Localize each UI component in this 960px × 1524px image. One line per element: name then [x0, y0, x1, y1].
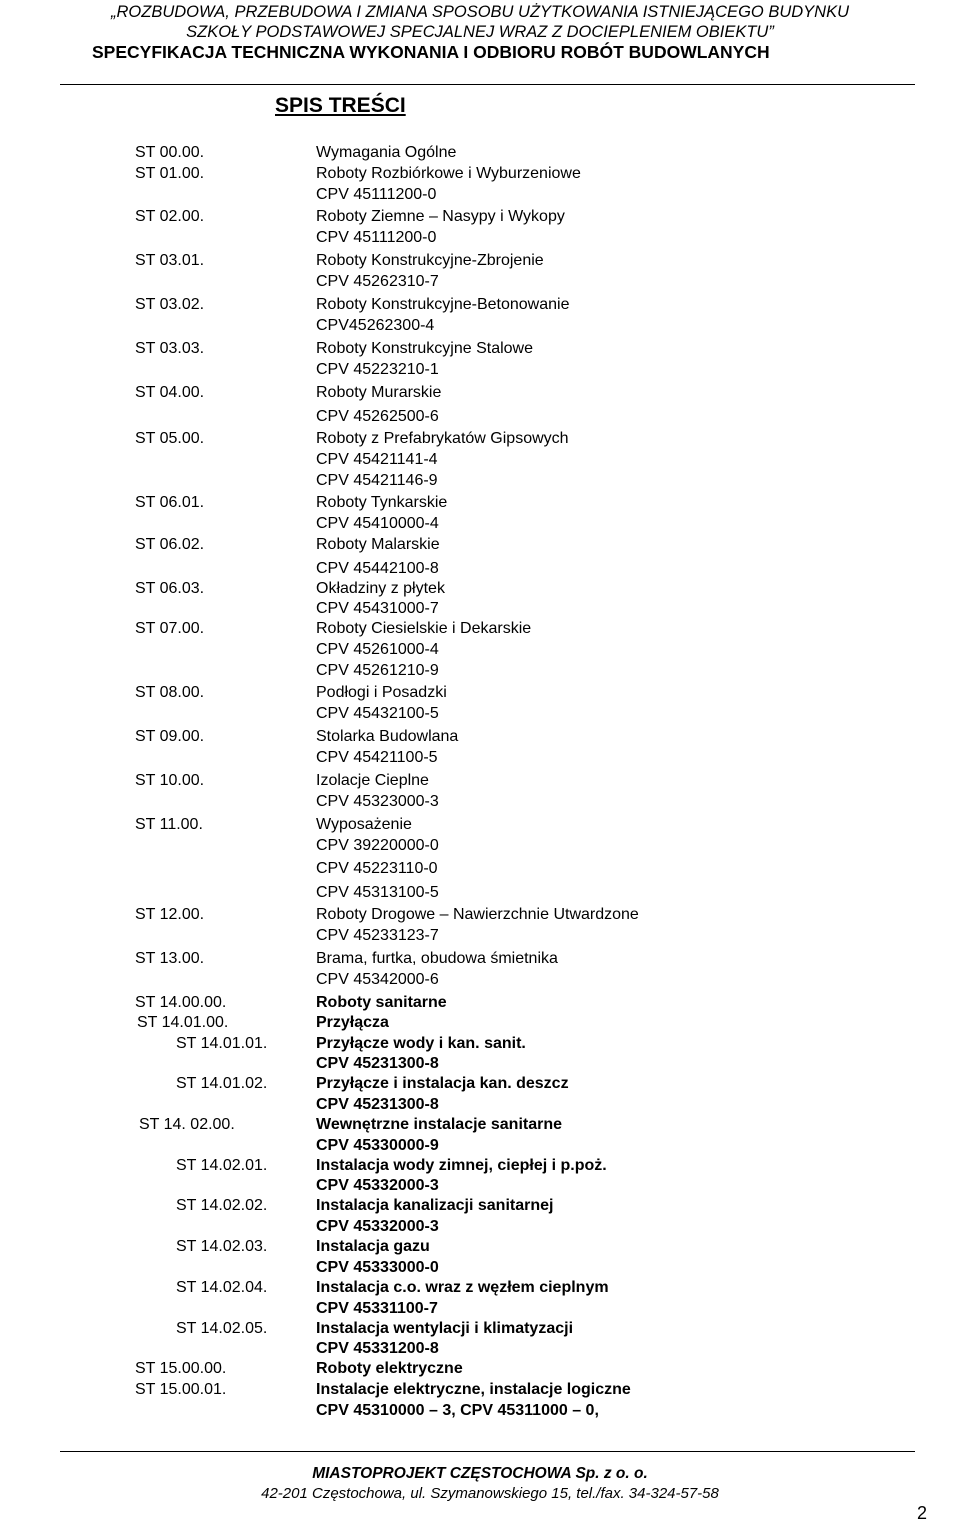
toc-code: ST 14.01.01.	[176, 1035, 268, 1052]
header-spec-title: SPECYFIKACJA TECHNICZNA WYKONANIA I ODBIORU ROBÓT BUDOWLANYCH	[92, 42, 770, 62]
toc-code: ST 14.01.00.	[137, 1014, 229, 1031]
header-divider	[60, 84, 915, 85]
toc-entry-cpv: CPV 45111200-0	[316, 229, 437, 246]
toc-entry-cpv: CPV 45331200-8	[316, 1340, 439, 1357]
toc-code: ST 14.02.05.	[176, 1320, 268, 1337]
toc-entry-title: Przyłącze i instalacja kan. deszcz	[316, 1075, 569, 1092]
toc-entry-title: Brama, furtka, obudowa śmietnika	[316, 950, 558, 967]
toc-entry-cpv: CPV45262300-4	[316, 317, 435, 334]
toc-entry-title: Roboty Ziemne – Nasypy i Wykopy	[316, 208, 565, 225]
toc-entry-title: Roboty Konstrukcyjne-Betonowanie	[316, 296, 570, 313]
footer-company: MIASTOPROJEKT CZĘSTOCHOWA Sp. z o. o.	[312, 1465, 648, 1482]
toc-code: ST 06.03.	[135, 580, 205, 597]
toc-code: ST 14.02.01.	[176, 1157, 268, 1174]
toc-entry-cpv: CPV 45231300-8	[316, 1096, 439, 1113]
toc-entry-title: Wyposażenie	[316, 816, 412, 833]
toc-entry-title: Instalacje elektryczne, instalacje logiczne	[316, 1381, 631, 1398]
toc-entry-cpv: CPV 45330000-9	[316, 1137, 439, 1154]
toc-entry-title: Roboty Drogowe – Nawierzchnie Utwardzone	[316, 906, 639, 923]
toc-code: ST 11.00.	[135, 816, 203, 833]
toc-code: ST 08.00.	[135, 684, 205, 701]
toc-entry-title: Roboty Konstrukcyjne Stalowe	[316, 340, 533, 357]
footer-address: 42-201 Częstochowa, ul. Szymanowskiego 15, tel./fax. 34-324-57-58	[261, 1485, 719, 1502]
toc-entry-title: Roboty Ciesielskie i Dekarskie	[316, 620, 532, 637]
toc-entry-title: Instalacja c.o. wraz z węzłem cieplnym	[316, 1279, 609, 1296]
toc-entry-cpv: CPV 45421146-9	[316, 472, 438, 489]
toc-code: ST 12.00.	[135, 906, 205, 923]
toc-entry-cpv: CPV 45342000-6	[316, 971, 439, 988]
toc-entry-cpv: CPV 45431000-7	[316, 600, 439, 617]
toc-entry-cpv: CPV 45421100-5	[316, 749, 438, 766]
toc-entry-title: Przyłącza	[316, 1014, 389, 1031]
toc-code: ST 00.00.	[135, 144, 205, 161]
toc-entry-title: Roboty Rozbiórkowe i Wyburzeniowe	[316, 165, 581, 182]
toc-entry-cpv: CPV 45262310-7	[316, 273, 439, 290]
toc-entry-title: Roboty Malarskie	[316, 536, 440, 553]
toc-entry-cpv: CPV 45432100-5	[316, 705, 439, 722]
header-title-line-1: „ROZBUDOWA, PRZEBUDOWA I ZMIANA SPOSOBU UŻYTKOWANIA ISTNIEJĄCEGO BUDYNKU	[111, 3, 849, 21]
toc-code: ST 03.01.	[135, 252, 205, 269]
toc-code: ST 14. 02.00.	[139, 1116, 235, 1133]
toc-code: ST 15.00.00.	[135, 1360, 227, 1377]
toc-entry-title: Instalacja wody zimnej, ciepłej i p.poż.	[316, 1157, 607, 1174]
toc-entry-title: Roboty Murarskie	[316, 384, 442, 401]
toc-entry-cpv: CPV 45261000-4	[316, 641, 439, 658]
page-number: 2	[917, 1503, 928, 1523]
toc-entry-title: Roboty Konstrukcyjne-Zbrojenie	[316, 252, 544, 269]
toc-entry-cpv: CPV 45323000-3	[316, 793, 439, 810]
toc-code: ST 15.00.01.	[135, 1381, 227, 1398]
toc-entry-cpv: CPV 45310000 – 3, CPV 45311000 – 0,	[316, 1402, 599, 1419]
toc-entry-cpv: CPV 45442100-8	[316, 560, 439, 577]
toc-entry-cpv: CPV 45111200-0	[316, 186, 437, 203]
toc-entry-title: Podłogi i Posadzki	[316, 684, 447, 701]
page-title: SPIS TREŚCI	[275, 94, 406, 117]
toc-entry-cpv: CPV 39220000-0	[316, 837, 439, 854]
toc-code: ST 10.00.	[135, 772, 205, 789]
toc-entry-title: Stolarka Budowlana	[316, 728, 459, 745]
toc-entry-title: Instalacja gazu	[316, 1238, 430, 1255]
toc-code: ST 14.02.02.	[176, 1197, 268, 1214]
toc-code: ST 14.00.00.	[135, 994, 227, 1011]
toc-code: ST 14.01.02.	[176, 1075, 268, 1092]
toc-entry-title: Wewnętrzne instalacje sanitarne	[316, 1116, 563, 1133]
toc-code: ST 07.00.	[135, 620, 205, 637]
toc-code: ST 06.02.	[135, 536, 205, 553]
footer-divider	[60, 1451, 915, 1452]
toc-entry-cpv: CPV 45333000-0	[316, 1259, 439, 1276]
toc-entry-cpv: CPV 45223210-1	[316, 361, 439, 378]
toc-code: ST 03.02.	[135, 296, 205, 313]
toc-entry-cpv: CPV 45223110-0	[316, 860, 438, 877]
toc-entry-cpv: CPV 45332000-3	[316, 1218, 439, 1235]
toc-code: ST 09.00.	[135, 728, 205, 745]
toc-entry-title: Roboty z Prefabrykatów Gipsowych	[316, 430, 569, 447]
toc-entry-title: Instalacja wentylacji i klimatyzacji	[316, 1320, 574, 1337]
toc-entry-title: Roboty sanitarne	[316, 994, 447, 1011]
toc-entry-title: Roboty Tynkarskie	[316, 494, 448, 511]
toc-entry-title: Wymagania Ogólne	[316, 144, 457, 161]
toc-code: ST 03.03.	[135, 340, 205, 357]
toc-code: ST 04.00.	[135, 384, 205, 401]
toc-entry-cpv: CPV 45261210-9	[316, 662, 439, 679]
toc-entry-title: Okładziny z płytek	[316, 580, 445, 597]
toc-code: ST 14.02.03.	[176, 1238, 268, 1255]
toc-code: ST 02.00.	[135, 208, 205, 225]
header-title-line-2: SZKOŁY PODSTAWOWEJ SPECJALNEJ WRAZ Z DOCIEPLENIEM OBIEKTU”	[186, 23, 774, 41]
toc-entry-title: Przyłącze wody i kan. sanit.	[316, 1035, 526, 1052]
toc-entry-title: Roboty elektryczne	[316, 1360, 463, 1377]
toc-entry-title: Instalacja kanalizacji sanitarnej	[316, 1197, 554, 1214]
toc-code: ST 13.00.	[135, 950, 205, 967]
toc-code: ST 01.00.	[135, 165, 205, 182]
toc-code: ST 06.01.	[135, 494, 205, 511]
toc-entry-cpv: CPV 45410000-4	[316, 515, 439, 532]
toc-entry-cpv: CPV 45332000-3	[316, 1177, 439, 1194]
toc-entry-cpv: CPV 45231300-8	[316, 1055, 439, 1072]
toc-entry-cpv: CPV 45262500-6	[316, 408, 439, 425]
toc-entry-cpv: CPV 45313100-5	[316, 884, 439, 901]
toc-entry-title: Izolacje Cieplne	[316, 772, 429, 789]
toc-code: ST 14.02.04.	[176, 1279, 268, 1296]
toc-entry-cpv: CPV 45421141-4	[316, 451, 438, 468]
toc-entry-cpv: CPV 45233123-7	[316, 927, 439, 944]
toc-code: ST 05.00.	[135, 430, 205, 447]
toc-entry-cpv: CPV 45331100-7	[316, 1300, 438, 1317]
